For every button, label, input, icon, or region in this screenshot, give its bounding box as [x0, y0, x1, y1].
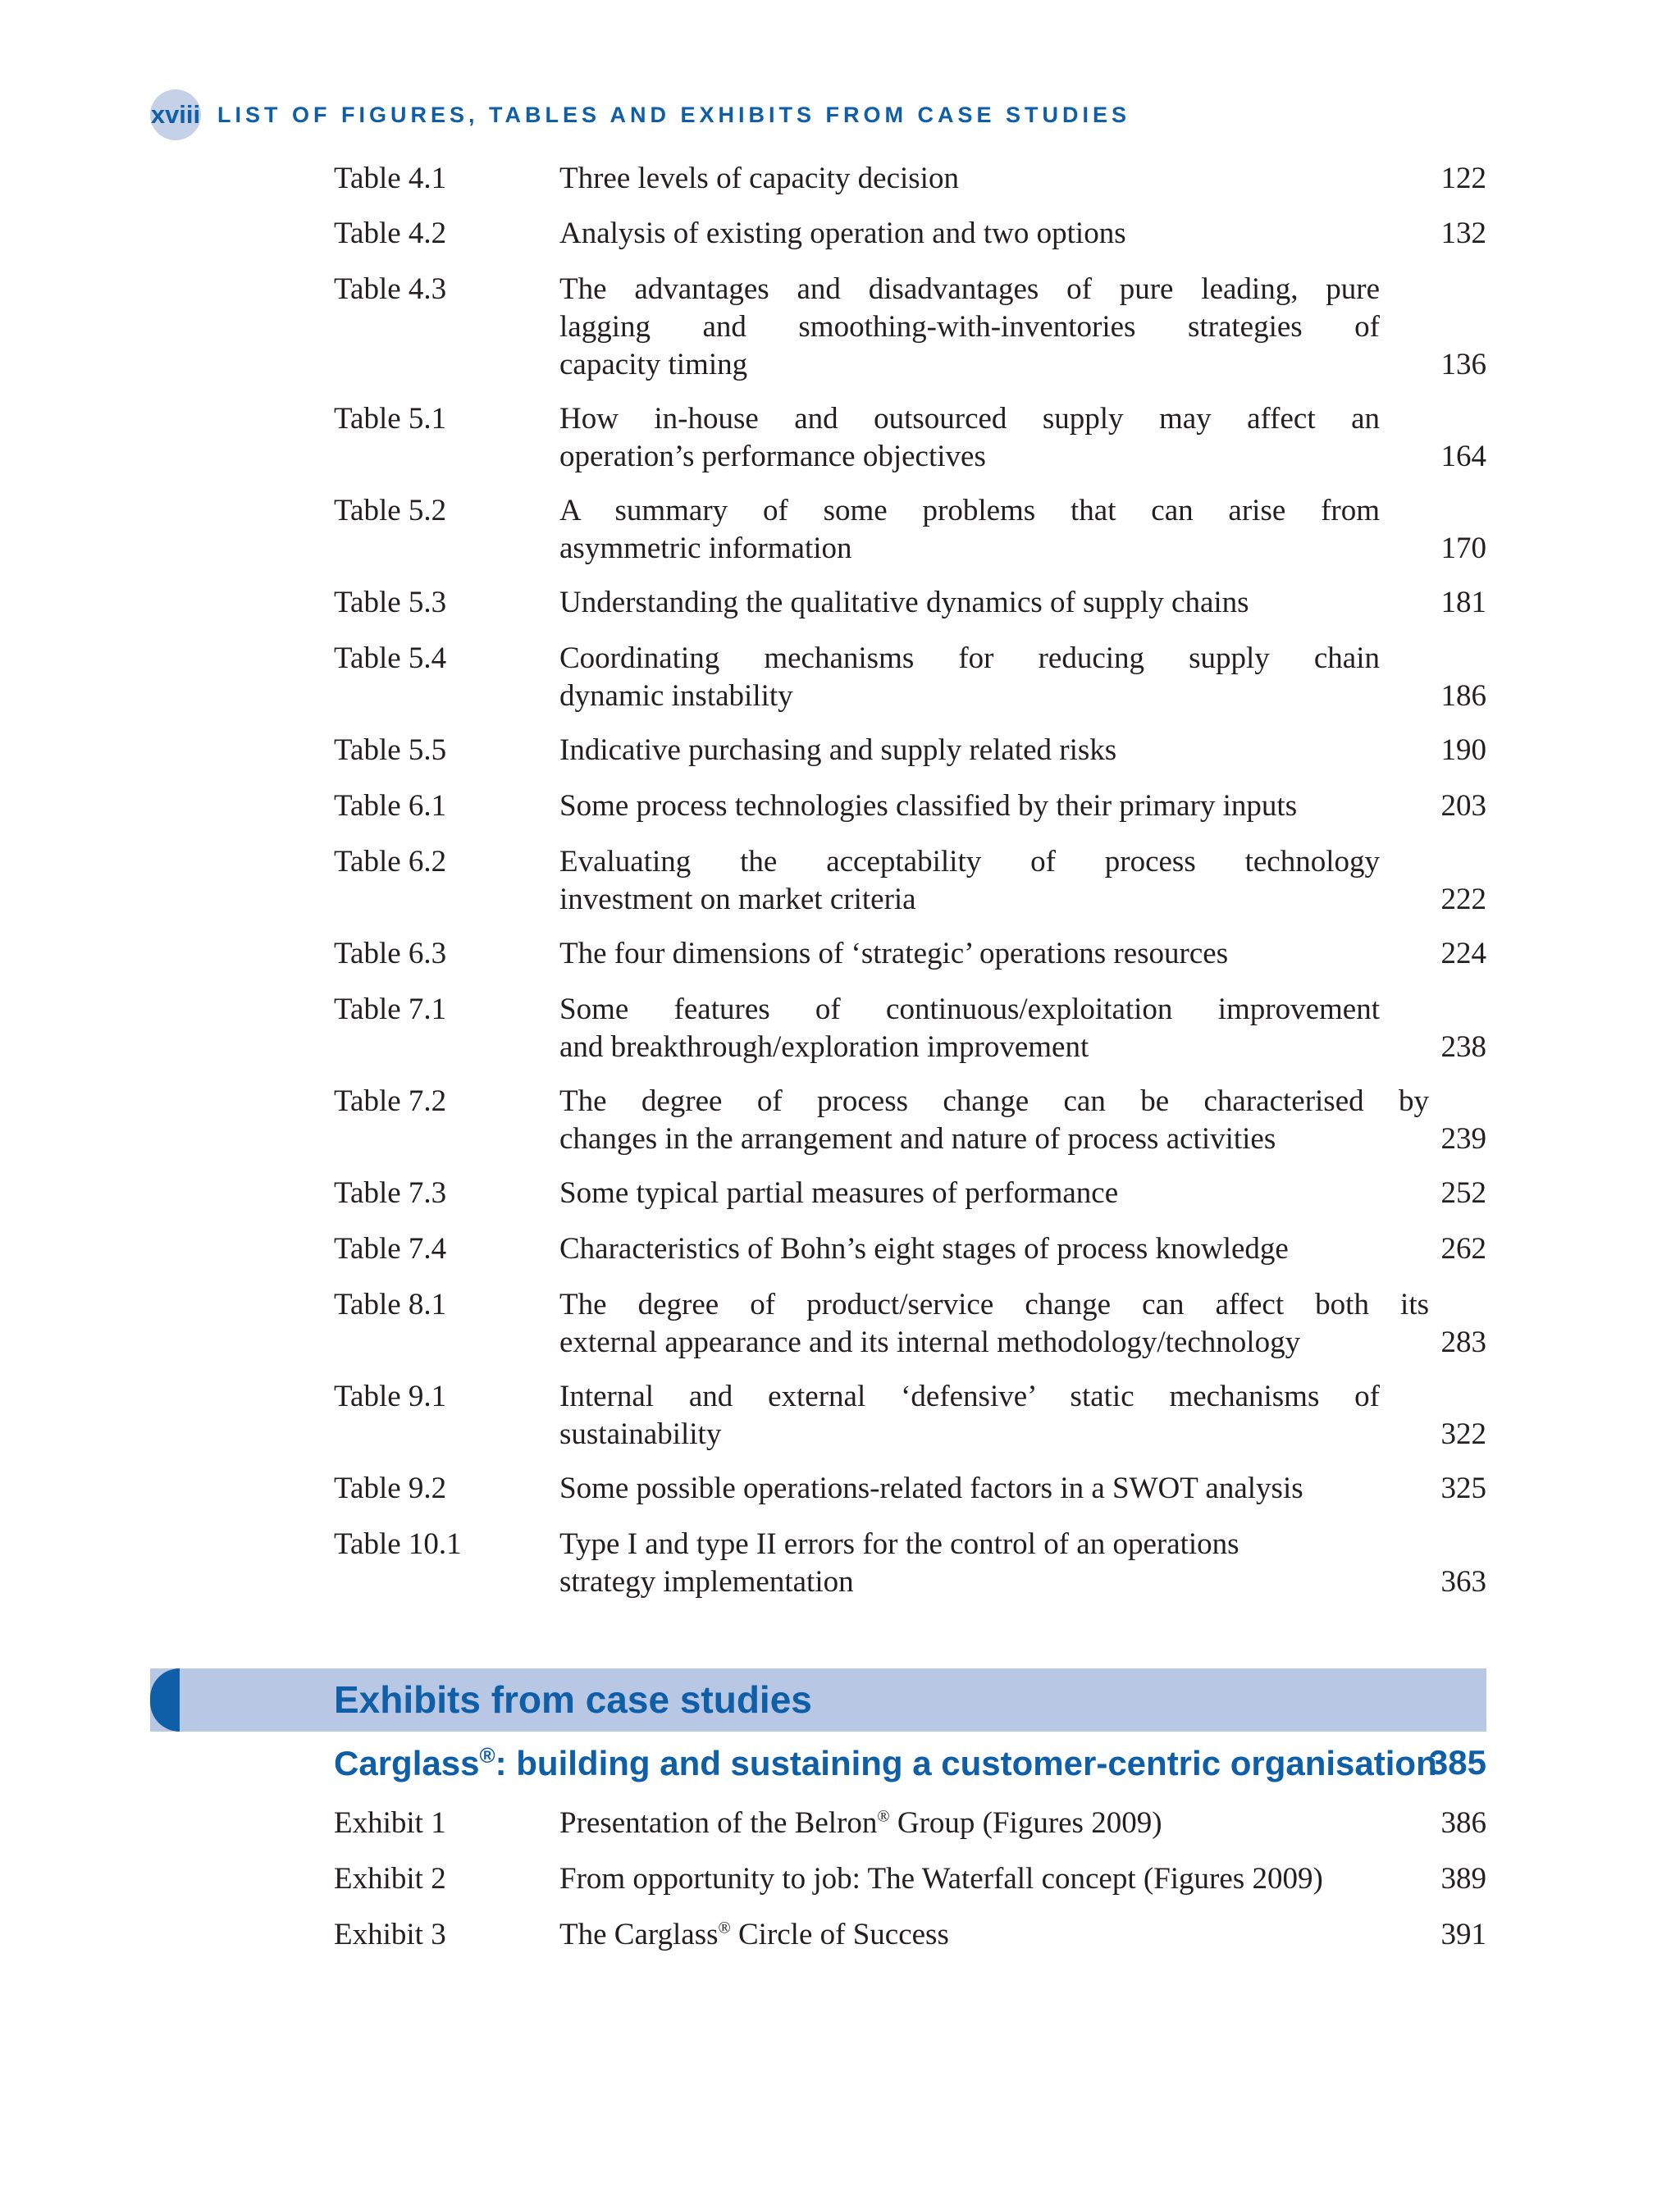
- table-page-number: 224: [1440, 937, 1486, 970]
- table-entry: [334, 843, 1486, 919]
- table-description-line: Coordinating mechanisms for reducing supply chain: [559, 641, 1380, 675]
- table-description: [559, 1526, 1429, 1601]
- table-description-line: The four dimensions of ‘strategic’ operations resources: [559, 937, 1229, 970]
- exhibit-page-number: 389: [1440, 1862, 1486, 1896]
- table-description-line: Understanding the qualitative dynamics of supply chains: [559, 586, 1249, 619]
- table-label: Table 7.2: [334, 1084, 447, 1118]
- table-page-number: 181: [1440, 586, 1486, 619]
- table-description: [559, 991, 1380, 1066]
- table-description-line: A summary of some problems that can arise from: [559, 494, 1380, 527]
- table-description: [559, 1083, 1429, 1158]
- page-number: xviii: [150, 89, 201, 140]
- table-label: Table 9.1: [334, 1380, 447, 1413]
- table-description-line: Three levels of capacity decision: [559, 162, 959, 195]
- table-entry: [334, 1286, 1486, 1362]
- table-description-line: The degree of product/service change can affect both its: [559, 1288, 1429, 1321]
- table-label: Table 7.3: [334, 1176, 447, 1210]
- table-description-line: Indicative purchasing and supply related risks: [559, 733, 1117, 767]
- table-page-number: 325: [1440, 1472, 1486, 1505]
- exhibit-page-number: 391: [1440, 1918, 1486, 1951]
- table-description: [559, 935, 1429, 973]
- table-page-number: 363: [1440, 1565, 1486, 1599]
- table-entry: [334, 1470, 1486, 1508]
- table-entry: [334, 1175, 1486, 1212]
- table-label: Table 4.2: [334, 217, 447, 250]
- table-label: Table 5.3: [334, 586, 447, 619]
- table-description-line: asymmetric information: [559, 532, 852, 565]
- table-page-number: 238: [1440, 1030, 1486, 1064]
- table-entry: [334, 271, 1486, 384]
- exhibit-label: Exhibit 2: [334, 1862, 446, 1896]
- running-title: LIST OF FIGURES, TABLES AND EXHIBITS FROM CASE STUDIES: [217, 102, 1131, 127]
- table-entry: [334, 1230, 1486, 1268]
- table-entry: [334, 160, 1486, 198]
- table-description: [559, 160, 1429, 198]
- table-description: [559, 1230, 1429, 1268]
- table-label: Table 10.1: [334, 1527, 462, 1561]
- table-description-line: The degree of process change can be characterised by: [559, 1084, 1429, 1118]
- table-description: [559, 1286, 1429, 1362]
- case-study-page: 385: [1428, 1743, 1486, 1782]
- exhibit-entry: [334, 1916, 1486, 1954]
- table-description: [559, 215, 1429, 253]
- table-label: Table 5.4: [334, 641, 447, 675]
- table-description-line: Evaluating the acceptability of process technology: [559, 845, 1380, 879]
- table-entry: [334, 1526, 1486, 1601]
- table-label: Table 6.2: [334, 845, 447, 879]
- table-label: Table 5.1: [334, 402, 447, 436]
- section-title: Exhibits from case studies: [334, 1678, 812, 1721]
- table-description: [559, 271, 1380, 384]
- table-label: Table 5.5: [334, 733, 447, 767]
- exhibit-entry: [334, 1805, 1486, 1842]
- table-page-number: 283: [1440, 1326, 1486, 1359]
- table-description: [559, 843, 1380, 919]
- table-entry: [334, 935, 1486, 973]
- table-page-number: 164: [1440, 440, 1486, 473]
- table-page-number: 170: [1440, 532, 1486, 565]
- table-description: [559, 584, 1429, 622]
- table-description-line: investment on market criteria: [559, 883, 916, 916]
- table-description-line: capacity timing: [559, 348, 748, 381]
- table-entry: [334, 787, 1486, 825]
- table-label: Table 4.3: [334, 272, 447, 306]
- table-description: [559, 492, 1380, 568]
- table-label: Table 6.1: [334, 789, 447, 823]
- table-description-line: Internal and external ‘defensive’ static mechanisms of: [559, 1380, 1380, 1413]
- table-description: [559, 1470, 1429, 1508]
- exhibit-entry: [334, 1860, 1486, 1898]
- table-description: [559, 400, 1380, 476]
- table-entry: [334, 1378, 1486, 1454]
- table-entry: [334, 215, 1486, 253]
- table-label: Table 6.3: [334, 937, 447, 970]
- table-entry: [334, 400, 1486, 476]
- table-page-number: 186: [1440, 679, 1486, 713]
- table-page-number: 203: [1440, 789, 1486, 823]
- table-page-number: 190: [1440, 733, 1486, 767]
- case-study-title: Carglass®: building and sustaining a customer-centric organisation: [334, 1743, 1437, 1782]
- table-page-number: 136: [1440, 348, 1486, 381]
- table-description-line: Some process technologies classified by their primary inputs: [559, 789, 1298, 823]
- table-description-line: Characteristics of Bohn’s eight stages of process knowledge: [559, 1232, 1289, 1266]
- exhibit-description: [559, 1860, 1429, 1898]
- table-description-line: Some typical partial measures of performance: [559, 1176, 1119, 1210]
- table-page-number: 132: [1440, 217, 1486, 250]
- exhibit-description-line: Presentation of the Belron® Group (Figures 2009): [559, 1806, 1162, 1840]
- table-page-number: 262: [1440, 1232, 1486, 1266]
- exhibit-description: [559, 1805, 1429, 1842]
- table-page-number: 322: [1440, 1417, 1486, 1451]
- exhibit-page-number: 386: [1440, 1806, 1486, 1840]
- table-description: [559, 640, 1380, 715]
- table-description-line: and breakthrough/exploration improvement: [559, 1030, 1089, 1064]
- table-description-line: The advantages and disadvantages of pure leading, pure: [559, 272, 1380, 306]
- table-description-line: Some possible operations-related factors in a SWOT analysis: [559, 1472, 1303, 1505]
- table-entry: [334, 492, 1486, 568]
- case-study-entry: [334, 1743, 1486, 1792]
- table-label: Table 5.2: [334, 494, 447, 527]
- table-entry: [334, 584, 1486, 622]
- exhibit-description: [559, 1916, 1429, 1954]
- table-page-number: 239: [1440, 1122, 1486, 1156]
- running-header: [150, 89, 1130, 141]
- table-label: Table 8.1: [334, 1288, 447, 1321]
- table-label: Table 7.4: [334, 1232, 447, 1266]
- table-description-line: lagging and smoothing-with-inventories strategies of: [559, 310, 1380, 344]
- table-description: [559, 1378, 1380, 1454]
- table-label: Table 7.1: [334, 993, 447, 1026]
- table-description-line: strategy implementation: [559, 1565, 854, 1599]
- table-description-line: changes in the arrangement and nature of process activities: [559, 1122, 1276, 1156]
- section-bar-cap: [150, 1668, 180, 1732]
- table-description-line: operation’s performance objectives: [559, 440, 986, 473]
- table-entry: [334, 991, 1486, 1066]
- table-entry: [334, 732, 1486, 769]
- table-description-line: dynamic instability: [559, 679, 793, 713]
- table-description-line: Some features of continuous/exploitation improvement: [559, 993, 1380, 1026]
- table-description: [559, 1175, 1429, 1212]
- table-description-line: sustainability: [559, 1417, 722, 1451]
- exhibit-label: Exhibit 3: [334, 1918, 446, 1951]
- exhibit-description-line: The Carglass® Circle of Success: [559, 1918, 949, 1951]
- table-description: [559, 787, 1429, 825]
- table-page-number: 252: [1440, 1176, 1486, 1210]
- table-description-line: external appearance and its internal methodology/technology: [559, 1326, 1301, 1359]
- table-page-number: 122: [1440, 162, 1486, 195]
- table-description-line: Analysis of existing operation and two options: [559, 217, 1126, 250]
- table-description: [559, 732, 1429, 769]
- table-entry: [334, 1083, 1486, 1158]
- table-page-number: 222: [1440, 883, 1486, 916]
- table-description-line: How in-house and outsourced supply may affect an: [559, 402, 1380, 436]
- exhibit-description-line: From opportunity to job: The Waterfall concept (Figures 2009): [559, 1862, 1323, 1896]
- table-label: Table 4.1: [334, 162, 447, 195]
- table-description-line: Type I and type II errors for the control of an operations: [559, 1527, 1239, 1561]
- exhibit-label: Exhibit 1: [334, 1806, 446, 1840]
- table-label: Table 9.2: [334, 1472, 447, 1505]
- table-entry: [334, 640, 1486, 715]
